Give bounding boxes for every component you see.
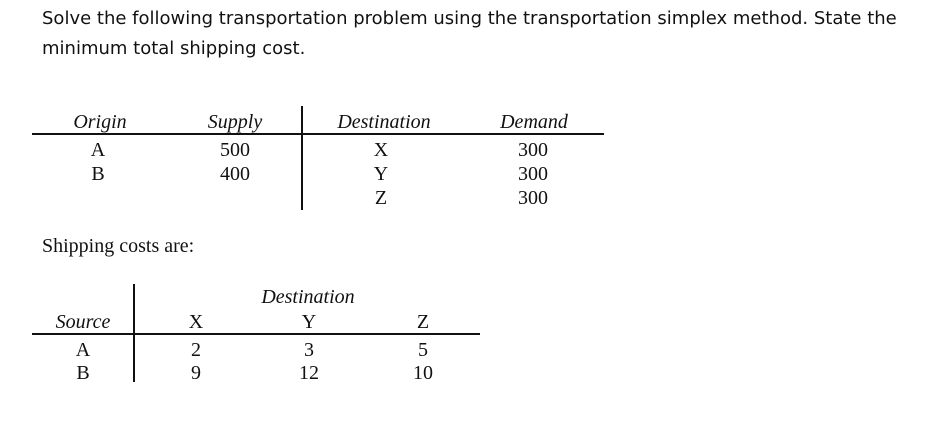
source-name: B [76, 362, 90, 384]
cost-column-header: X [188, 311, 204, 333]
column-divider [301, 106, 303, 210]
origin-name: B [91, 163, 105, 185]
cost-cell: 12 [299, 362, 319, 384]
cost-cell: 2 [191, 339, 201, 361]
destination-name: Z [374, 187, 388, 209]
origin-name: A [90, 139, 106, 161]
cost-cell: 5 [418, 339, 428, 361]
demand-header: Demand [500, 111, 568, 133]
column-divider [133, 284, 135, 382]
destination-header: Destination [261, 286, 355, 308]
supply-header: Supply [207, 111, 263, 133]
cost-column-header: Y [301, 311, 317, 333]
cost-cell: 3 [304, 339, 314, 361]
header-rule [32, 333, 480, 335]
cost-cell: 9 [191, 362, 201, 384]
cost-column-header: Z [416, 311, 430, 333]
question-line-2: minimum total shipping cost. [42, 38, 306, 59]
destination-name: Y [373, 163, 389, 185]
destination-name: X [373, 139, 389, 161]
source-name: A [75, 339, 91, 361]
origin-header: Origin [73, 111, 127, 133]
demand-value: 300 [518, 139, 548, 161]
shipping-costs-label: Shipping costs are: [42, 235, 195, 257]
demand-value: 300 [518, 187, 548, 209]
question-text [42, 4, 922, 64]
question-line-1: Solve the following transportation problem using the transportation simplex method. State the [42, 8, 897, 29]
demand-value: 300 [518, 163, 548, 185]
destination-header: Destination [337, 111, 431, 133]
supply-value: 500 [220, 139, 250, 161]
cost-cell: 10 [413, 362, 433, 384]
header-rule [32, 133, 604, 135]
supply-value: 400 [220, 163, 250, 185]
source-header: Source [55, 311, 111, 333]
